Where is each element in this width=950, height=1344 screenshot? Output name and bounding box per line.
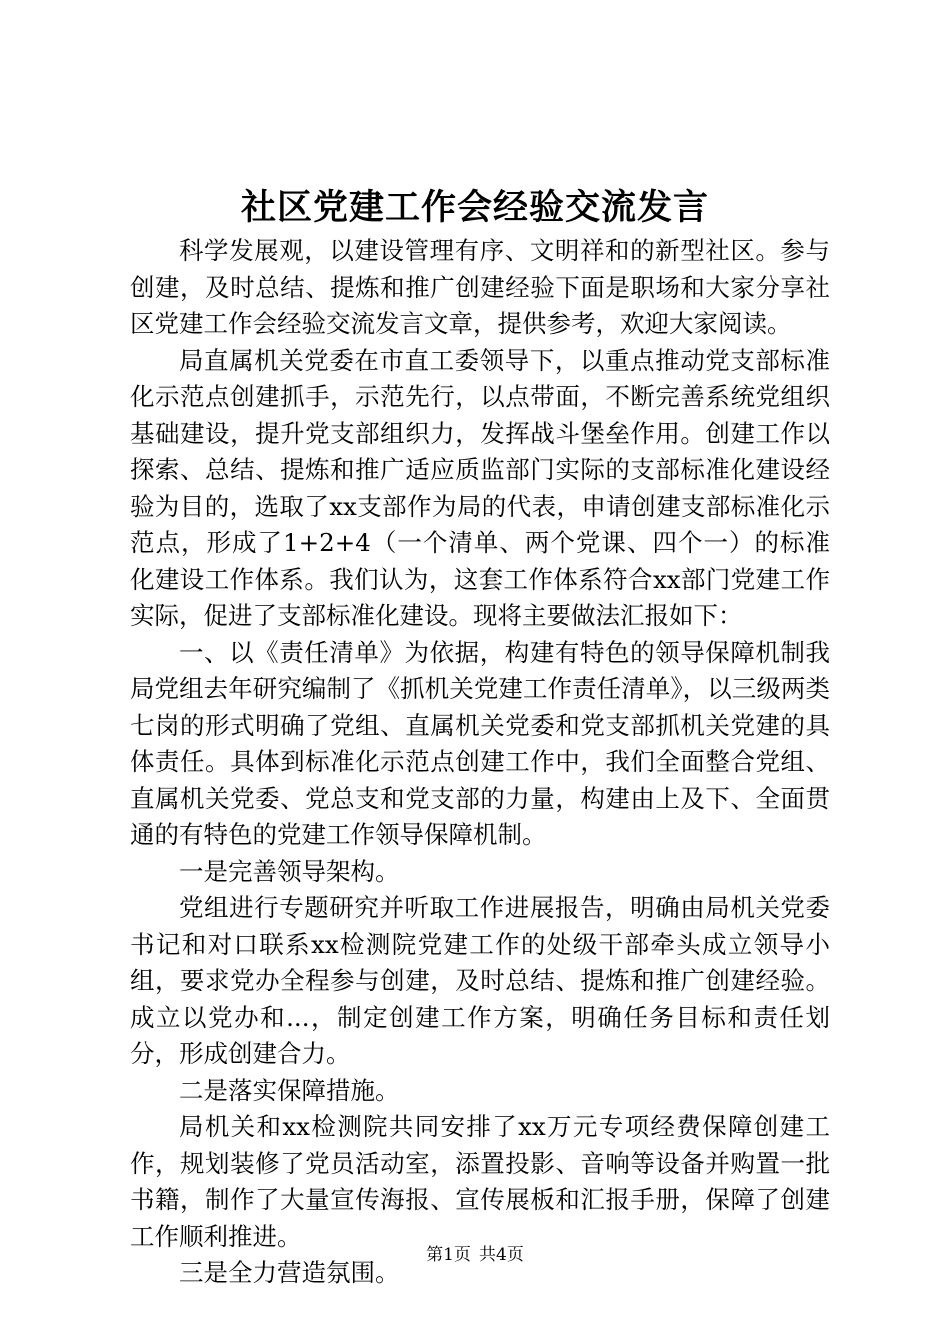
paragraph-heading-atmosphere: 三是全力营造氛围。 xyxy=(179,1258,400,1287)
paragraph-section-one: 一、以《责任清单》为依据，构建有特色的领导保障机制我局党组去年研究编制了《抓机关党建工作责任清单》，以三级两类七岗的形式明确了党组、直属机关党委和党支部抓机关党建的具体责任。具体到标准化示范点创建工作中，我们全面整合党组、直属机关党委、党总支和党支部的力量，构建由上及下、全面贯通的有特色的党建工作领导保障机制。 xyxy=(130,637,830,849)
document-title: 社区党建工作会经验交流发言 xyxy=(240,187,709,228)
paragraph-safeguards: 局机关和xx检测院共同安排了xx万元专项经费保障创建工作，规划装修了党员活动室，添置投影、音响等设备并购置一批书籍，制作了大量宣传海报、宣传展板和汇报手册，保障了创建工作顺利推进。 xyxy=(130,1112,830,1251)
page-number: 第1页 xyxy=(426,1245,471,1265)
page-footer xyxy=(0,1243,950,1267)
document-body xyxy=(130,233,830,1292)
paragraph-heading-safeguards: 二是落实保障措施。 xyxy=(179,1075,400,1105)
paragraph-overview: 局直属机关党委在市直工委领导下，以重点推动党支部标准化示范点创建抓手，示范先行，以点带面，不断完善系统党组织基础建设，提升党支部组织力，发挥战斗堡垒作用。创建工作以探索、总结、提炼和推广适应质监部门实际的支部标准化建设经验为目的，选取了xx支部作为局的代表，申请创建支部标准化示范点，形成了1+2+4（一个清单、两个党课、四个一）的标准化建设工作体系。我们认为，这套工作体系符合xx部门党建工作实际，促进了支部标准化建设。现将主要做法汇报如下： xyxy=(130,345,830,630)
paragraph-intro: 科学发展观，以建设管理有序、文明祥和的新型社区。参与创建，及时总结、提炼和推广创建经验下面是职场和大家分享社区党建工作会经验交流发言文章，提供参考，欢迎大家阅读。 xyxy=(130,236,830,338)
paragraph-leadership: 党组进行专题研究并听取工作进展报告，明确由局机关党委书记和对口联系xx检测院党建工作的处级干部牵头成立领导小组，要求党办全程参与创建，及时总结、提炼和推广创建经验。成立以党办和...，制定创建工作方案，明确任务目标和责任划分，形成创建合力。 xyxy=(130,893,830,1068)
paragraph-heading-leadership: 一是完善领导架构。 xyxy=(179,856,400,886)
page-total: 共4页 xyxy=(479,1245,524,1265)
